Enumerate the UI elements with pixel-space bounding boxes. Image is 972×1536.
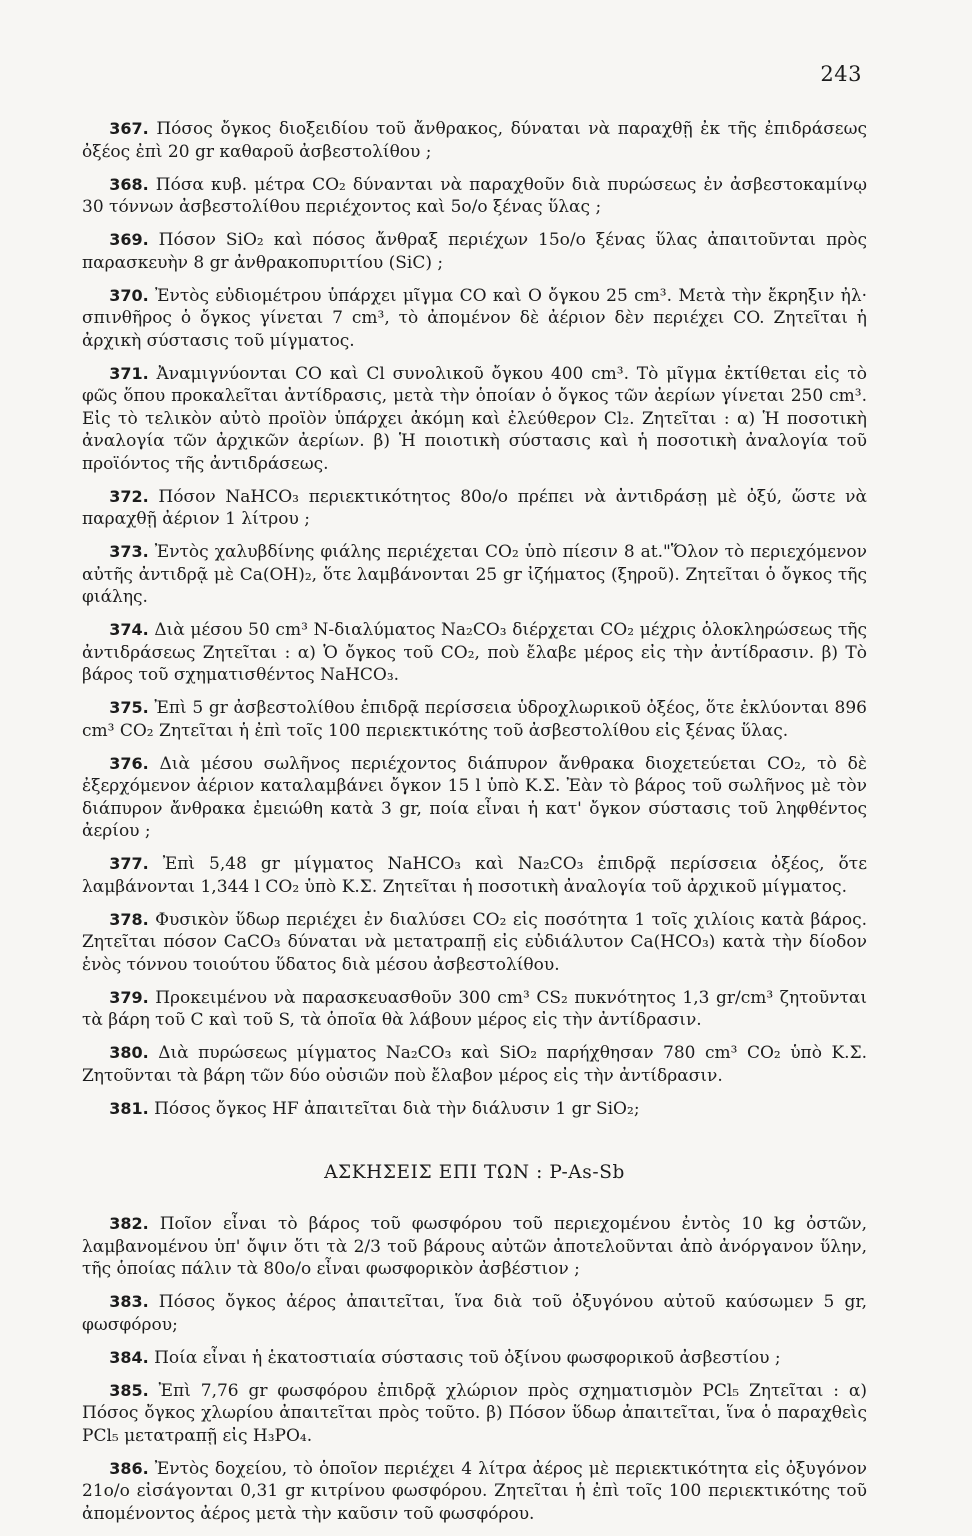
problem-number: 385. [109,1380,149,1400]
problem-number: 369. [109,230,149,249]
problem-item [82,486,867,531]
problem-text: Διὰ μέσου 50 cm³ N-διαλύματος Na₂CO₃ διέρχεται CO₂ μέχρις ὁλοκληρώσεως τῆς ἀντιδράσεως Ζητεῖται : α) Ὁ ὄγκος τοῦ CO₂, ποὺ ἔλαβε μέρος εἰς τὴν ἀντίδρασιν. β) Τὸ βάρος τοῦ σχηματισθέντος NaHCO₃. [82,620,867,685]
problem-number: 380. [109,1043,149,1062]
page-number: 243 [820,62,862,86]
problem-list-p-as-sb [82,1213,867,1525]
page-content [82,118,867,1536]
problem-item [82,1347,867,1370]
problem-number: 376. [109,753,149,773]
problem-number: 377. [109,854,149,873]
problem-number: 371. [109,363,149,383]
problem-text: Προκειμένου νὰ παρασκευασθοῦν 300 cm³ CS₂ πυκνότητος 1,3 gr/cm³ ζητοῦνται τὰ βάρη τοῦ C καὶ τοῦ S, τὰ ὁποῖα θὰ λάβουν μέρος εἰς τὴν ἀντίδρασιν. [82,987,867,1030]
problem-number: 374. [109,620,149,639]
problem-text: Ἀναμιγνύονται CO καὶ Cl συνολικοῦ ὄγκου 400 cm³. Τὸ μῖγμα ἐκτίθεται εἰς τὸ φῶς ὅπου προκαλεῖται ἀντίδρασις, μετὰ τὴν ὁποίαν ὁ ὄγκος τῶν ἀερίων γίνεται 250 cm³. Εἰς τὸ τελικὸν αὐτὸ προϊὸν ὑπάρχει ἀκόμη καὶ ἐλεύθερον Cl₂. Ζητεῖται : α) Ἡ ποσοτικὴ ἀναλογία τῶν ἀρχικῶν ἀερίων. β) Ἡ ποιοτικὴ σύστασις καὶ ἡ ποσοτικὴ ἀναλογία τοῦ προϊόντος τῆς ἀντιδράσεως. [82,363,867,474]
problem-item [82,753,867,843]
problem-item [82,174,867,219]
problem-number: 381. [109,1098,149,1118]
problem-text: Πόσος ὄγκος ἀέρος ἀπαιτεῖται, ἵνα διὰ τοῦ ὀξυγόνου αὐτοῦ καύσωμεν 5 gr, φωσφόρου; [82,1292,868,1335]
problem-item [82,853,867,898]
problem-text: Πόσος ὄγκος HF ἀπαιτεῖται διὰ τὴν διάλυσιν 1 gr SiO₂; [154,1098,640,1119]
problem-item [82,1291,867,1336]
problem-item [82,118,867,163]
problem-number: 367. [109,119,149,138]
problem-text: Πόσα κυβ. μέτρα CO₂ δύνανται νὰ παραχθοῦν διὰ πυρώσεως ἐν ἀσβεστοκαμίνῳ 30 τόννων ἀσβεστολίθου περιέχοντος καὶ 5ο/ο ξένας ὕλας ; [82,174,868,217]
problem-text: Ἐντὸς χαλυβδίνης φιάλης περιέχεται CO₂ ὑπὸ πίεσιν 8 at."Ὅλον τὸ περιεχόμενον αὐτῆς ἀντιδρᾷ μὲ Ca(OH)₂, ὅτε λαμβάνονται 25 gr ἰζήματος (ξηροῦ). Ζητεῖται ὁ ὄγκος τῆς φιάλης. [82,542,867,607]
section-title: ΑΣΚΗΣΕΙΣ ΕΠΙ ΤΩΝ : P-As-Sb [324,1162,625,1183]
problem-text: Ἐπὶ 5,48 gr μίγματος NaHCO₃ καὶ Na₂CO₃ ἐπιδρᾷ περίσσεια ὀξέος, ὅτε λαμβάνονται 1,344 l CO₂ ὑπὸ Κ.Σ. Ζητεῖται ἡ ποσοτικὴ ἀναλογία τοῦ ἀρχικοῦ μίγματος. [82,854,868,897]
problem-text: Ἐντὸς εὐδιομέτρου ὑπάρχει μῖγμα CO καὶ O ὄγκου 25 cm³. Μετὰ τὴν ἔκρηξιν ἠλ· σπινθῆρος ὁ ὄγκος γίνεται 7 cm³, τὸ ἀπομένον δὲ ἀέριον δὲν περιέχει CO. Ζητεῖται ἡ ἀρχικὴ σύστασις τοῦ μίγματος. [82,285,868,351]
problem-number: 368. [109,174,149,194]
problem-item [82,1213,867,1281]
problem-text: Πόσον SiO₂ καὶ πόσος ἄνθραξ περιέχων 15ο/ο ξένας ὕλας ἀπαιτοῦνται πρὸς παρασκευὴν 8 gr ἀνθρακοπυριτίου (SiC) ; [82,230,867,273]
problem-number: 382. [109,1214,149,1233]
problem-number: 373. [109,542,149,561]
problem-text: Φυσικὸν ὕδωρ περιέχει ἐν διαλύσει CO₂ εἰς ποσότητα 1 τοῖς χιλίοις κατὰ βάρος. Ζητεῖται πόσον CaCO₃ δύναται νὰ μετατραπῇ εἰς εὐδιάλυτον Ca(HCO₃) κατὰ τὴν δίοδον ἑνὸς τόννου τοιούτου ὕδατος διὰ μέσου ἀσβεστολίθου. [82,909,868,975]
problem-item [82,285,867,353]
problem-item [82,1380,867,1448]
problem-number: 379. [109,987,149,1007]
problem-number: 378. [109,909,149,929]
problem-number: 384. [109,1347,149,1367]
problem-item [82,1098,867,1121]
problem-number: 372. [109,486,149,506]
problem-list-carbon [82,118,867,1120]
problem-item [82,619,867,687]
problem-item [82,1042,867,1087]
problem-item [82,909,867,977]
problem-number: 370. [109,285,149,305]
problem-item [82,363,867,476]
problem-item [82,229,867,274]
problem-item [82,1458,867,1526]
problem-text: Πόσος ὄγκος διοξειδίου τοῦ ἄνθρακος, δύναται νὰ παραχθῇ ἐκ τῆς ἐπιδράσεως ὀξέος ἐπὶ 20 gr καθαροῦ ἀσβεστολίθου ; [82,119,867,162]
problem-text: Πόσον NaHCO₃ περιεκτικότητος 80ο/ο πρέπει νὰ ἀντιδράσῃ μὲ ὀξύ, ὥστε νὰ παραχθῇ ἀέριον 1 λίτρου ; [82,486,867,529]
problem-text: Διὰ μέσου σωλῆνος περιέχοντος διάπυρον ἄνθρακα διοχετεύεται CO₂, τὸ δὲ ἐξερχόμενον ἀέριον καταλαμβάνει ὄγκον 15 l ὑπὸ Κ.Σ. Ἐὰν τὸ βάρος τοῦ σωλῆνος μὲ τὸν διάπυρον ἄνθρακα ἐμειώθη κατὰ 3 gr, ποία εἶναι ἡ κατ' ὄγκον σύστασις τοῦ ληφθέντος ἀερίου ; [82,753,868,841]
problem-text: Ποία εἶναι ἡ ἑκατοστιαία σύστασις τοῦ ὀξίνου φωσφορικοῦ ἀσβεστίου ; [154,1347,781,1368]
problem-item [82,541,867,609]
problem-text: Ἐντὸς δοχείου, τὸ ὁποῖον περιέχει 4 λίτρα ἀέρος μὲ περιεκτικότητα εἰς ὀξυγόνον 21ο/ο εἰσάγονται 0,31 gr κιτρίνου φωσφόρου. Ζητεῖται ἡ ἐπὶ τοῖς 100 περιεκτικότης τοῦ ἀπομένοντος ἀέρος μετὰ τὴν καῦσιν τοῦ φωσφόρου. [82,1458,868,1524]
problem-text: Διὰ πυρώσεως μίγματος Na₂CO₃ καὶ SiO₂ παρήχθησαν 780 cm³ CO₂ ὑπὸ Κ.Σ. Ζητοῦνται τὰ βάρη τῶν δύο οὐσιῶν ποὺ ἔλαβον μέρος εἰς τὴν ἀντίδρασιν. [82,1043,867,1086]
problem-text: Ἐπὶ 5 gr ἀσβεστολίθου ἐπιδρᾷ περίσσεια ὑδροχλωρικοῦ ὀξέος, ὅτε ἐκλύονται 896 cm³ CO₂ Ζητεῖται ἡ ἐπὶ τοῖς 100 περιεκτικότης τοῦ ἀσβεστολίθου εἰς ξένας ὕλας. [82,698,867,741]
problem-number: 383. [109,1292,149,1311]
problem-item [82,987,867,1032]
problem-text: Ποῖον εἶναι τὸ βάρος τοῦ φωσφόρου τοῦ περιεχομένου ἐντὸς 10 kg ὀστῶν, λαμβανομένου ὑπ' ὄψιν ὅτι τὰ 2/3 τοῦ βάρους αὐτῶν ἀποτελοῦνται ἀπὸ ἀνόργανον ὕλην, τῆς ὁποίας πάλιν τὰ 80ο/ο εἶναι φωσφορικὸν ἀσβέστιον ; [82,1214,867,1279]
problem-number: 375. [109,698,149,717]
problem-text: Ἐπὶ 7,76 gr φωσφόρου ἐπιδρᾷ χλώριον πρὸς σχηματισμὸν PCl₅ Ζητεῖται : α) Πόσος ὄγκος χλωρίου ἀπαιτεῖται πρὸς τοῦτο. β) Πόσον ὕδωρ ἀπαιτεῖται, ἵνα ὁ παραχθεὶς PCl₅ μετατραπῇ εἰς H₃PO₄. [82,1380,867,1446]
problem-number: 386. [109,1458,149,1478]
problem-item [82,697,867,742]
